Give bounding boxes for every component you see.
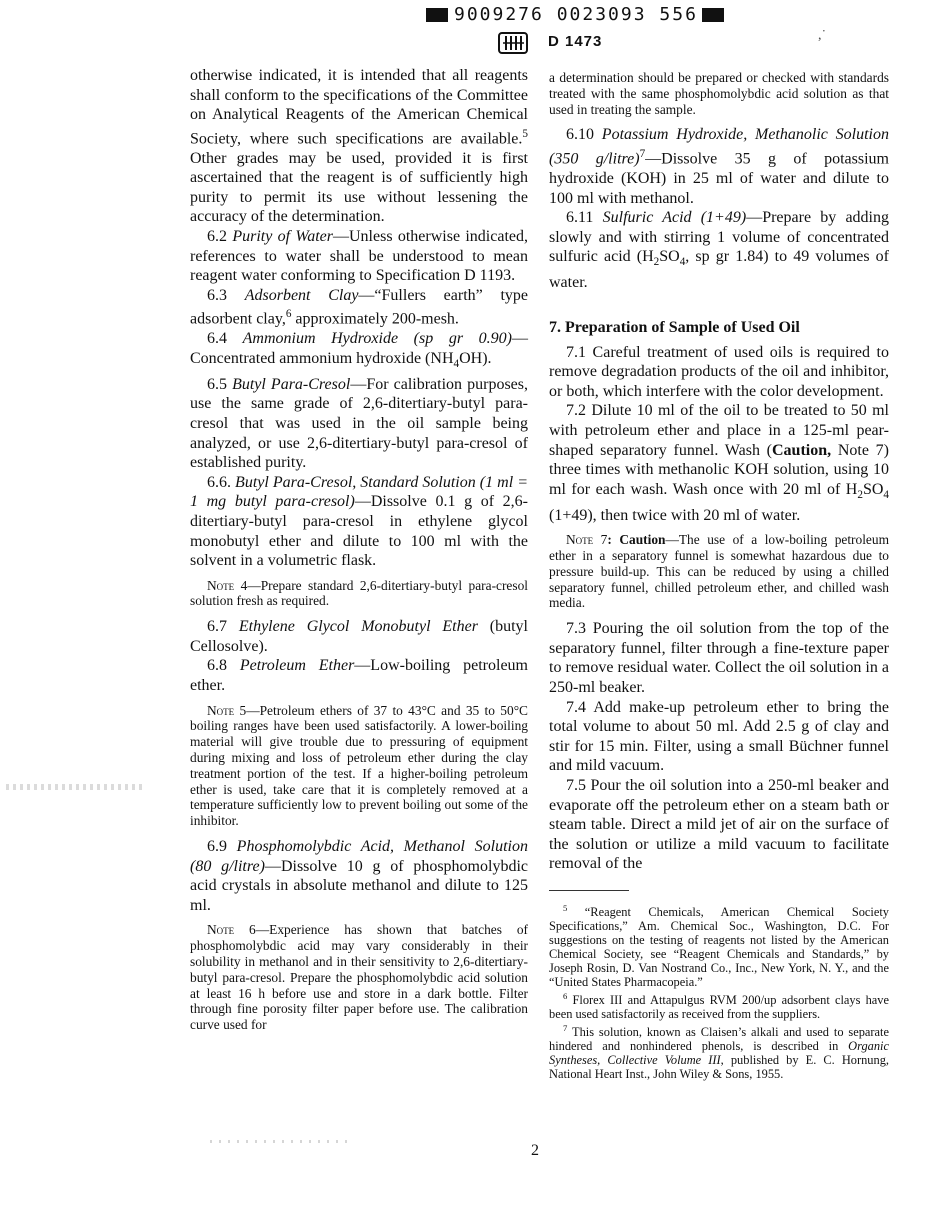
scan-artifact bbox=[6, 784, 146, 790]
note-5: Note 5—Petroleum ethers of 37 to 43°C and 35 to 50°C boiling ranges have been used satisfactorily. A lower-boiling material will give trouble due to pressuring of equipment during mixing and loss of petroleum ether during the clay treatment portion of the test. If a higher-boiling petroleum ether is used, take care that it is completely removed at a temperature sufficiently low to prevent boiling out some of the inhibitor. bbox=[190, 702, 528, 829]
header-barcode bbox=[422, 4, 722, 24]
barcode-number: 9009276 0023093 556 bbox=[454, 4, 698, 25]
footnote-6: $^6$ Florex III and Attapulgus RVM 200/up adsorbent clays have been used satisfactorily as received from the suppliers. bbox=[549, 991, 889, 1022]
section-6-6: 6.6. Butyl Para-Cresol, Standard Solution (1 ml = 1 mg butyl para-cresol)—Dissolve 0.1 g of 2,6-ditertiary-butyl para-cresol in ethylene glycol monobutyl ether and dilute to 100 ml with the solvent in a volumetric flask. bbox=[190, 473, 529, 570]
left-column bbox=[190, 66, 528, 1041]
section-6-3: 6.3 Adsorbent Clay—“Fullers earth” type adsorbent clay,$^6$ approximately 200-mesh. bbox=[190, 286, 529, 328]
section-6-9: 6.9 Phosphomolybdic Acid, Methanol Solution (80 g/litre)—Dissolve 10 g of phosphomolybdic acid crystals in absolute methanol and dilute to 125 ml. bbox=[190, 838, 528, 914]
section-7-1: 7.1 Careful treatment of used oils is required to remove degradation products of the oil and inhibitor, or both, which interfere with the color development. bbox=[549, 343, 889, 400]
section-7-5: 7.5 Pour the oil solution into a 250-ml beaker and evaporate off the petroleum ether on a steam bath or steam table. Direct a mild jet of air on the surface of the solution or utilize a mild vacuum to facilitate removal of the bbox=[549, 776, 889, 873]
section-7-3: 7.3 Pouring the oil solution from the top of the separatory funnel, filter through a fine-texture paper to remove residual water. Collect the oil solution in a 250-ml beaker. bbox=[549, 620, 889, 696]
section-6-8: 6.8 Petroleum Ether—Low-boiling petroleum ether. bbox=[190, 657, 528, 695]
barcode-block-right bbox=[702, 8, 724, 22]
footnote-divider bbox=[549, 890, 629, 891]
note-7: Note 7: Caution—The use of a low-boiling petroleum ether in a separatory funnel is somewhat hazardous due to pressure build-up. This can be reduced by using a chilled separatory funnel, chilled petroleum ether, and chilled wash media. bbox=[549, 532, 889, 611]
section-6-2: 6.2 Purity of Water—Unless otherwise indicated, references to water shall be understood to mean reagent water conforming to Specification D 1193. bbox=[190, 228, 529, 285]
note-6: Note 6—Experience has shown that batches of phosphomolybdic acid may vary considerably in their solubility in methanol and in their sensitivity to 2,6-ditertiary-butyl para-cresol. Prepare the phosphomolybdic acid solution at least 16 h before use and store in a dark bottle. Filter through fine porosity filter paper before use. The calibration curve used for bbox=[190, 922, 528, 1033]
standard-designation: D 1473 bbox=[548, 33, 603, 50]
section-6-11: 6.11 Sulfuric Acid (1+49)—Prepare by adding slowly and with stirring 1 volume of concentrated sulfuric acid ($H_2SO_4$, sp gr 1.84) to 49 volumes of water. bbox=[549, 209, 890, 292]
section-6-4: 6.4 Ammonium Hydroxide (sp gr 0.90)—Concentrated ammonium hydroxide $(NH_4OH)$. bbox=[190, 330, 529, 371]
note-4: Note 4—Prepare standard 2,6-ditertiary-butyl para-cresol solution fresh as required. bbox=[190, 577, 529, 609]
barcode-block-left bbox=[426, 8, 448, 22]
note-6-continued: a determination should be prepared or checked with standards treated with the same phosphomolybdic acid solution as that used in treating the sample. bbox=[549, 70, 889, 117]
right-column bbox=[549, 66, 889, 1081]
page-number: 2 bbox=[531, 1142, 539, 1159]
section-6-10: 6.10 Potassium Hydroxide, Methanolic Solution (350 g/litre)$^7$—Dissolve 35 g of potassium hydroxide (KOH) in 25 ml of water and dilute to 100 ml with methanol. bbox=[549, 126, 890, 207]
scan-artifact-bottom bbox=[210, 1140, 350, 1143]
corner-mark: ,˙ bbox=[818, 28, 827, 43]
section-7-2: 7.2 Dilute 10 ml of the oil to be treated to 50 ml with petroleum ether and place in a 125-ml pear-shaped separatory funnel. Wash (Caution, Note 7) three times with methanolic KOH solution, using 10 ml for each wash. Wash once with 20 ml of $H_2SO_4$ (1+49), then twice with 20 ml of water. bbox=[549, 402, 889, 524]
section-7-4: 7.4 Add make-up petroleum ether to bring the total volume to about 50 ml. Add 2.5 g of clay and stir for 15 min. Filter, using a small Büchner funnel and mild vacuum. bbox=[549, 698, 889, 775]
section-7-heading: 7. Preparation of Sample of Used Oil bbox=[549, 318, 800, 336]
paragraph-intro: otherwise indicated, it is intended that all reagents shall conform to the specifications of the Committee on Analytical Reagents of the American Chemical Society, where such specifications are available.$^5$ Other grades may be used, provided it is first ascertained that the reagent is of sufficiently high purity to permit its use without lessening the accuracy of the determination. bbox=[190, 67, 528, 226]
section-6-5: 6.5 Butyl Para-Cresol—For calibration purposes, use the same grade of 2,6-ditertiary-butyl para-cresol that was used in the oil sample being analyzed, or use 2,6-ditertiary-butyl para-cresol of established purity. bbox=[190, 375, 528, 472]
footnote-7: $^7$ This solution, known as Claisen’s alkali and used to separate hindered and nonhindered phenols, is described in Organic Syntheses, Collective Volume III, published by E. C. Hornung, National Heart Inst., John Wiley & Sons, 1955. bbox=[549, 1023, 889, 1082]
section-6-7: 6.7 Ethylene Glycol Monobutyl Ether (butyl Cellosolve). bbox=[190, 618, 528, 655]
astm-logo-icon bbox=[498, 30, 528, 56]
footnote-5: $^5$ “Reagent Chemicals, American Chemical Society Specifications,” Am. Chemical Soc., Washington, D.C. For suggestions on the testing of reagents not listed by the American Chemical Society, see “Reagent Chemicals and Standards,” by Joseph Rosin, D. Van Nostrand Co., Inc., New York, N. Y., and the “United States Pharmacopeia.” bbox=[549, 902, 889, 990]
